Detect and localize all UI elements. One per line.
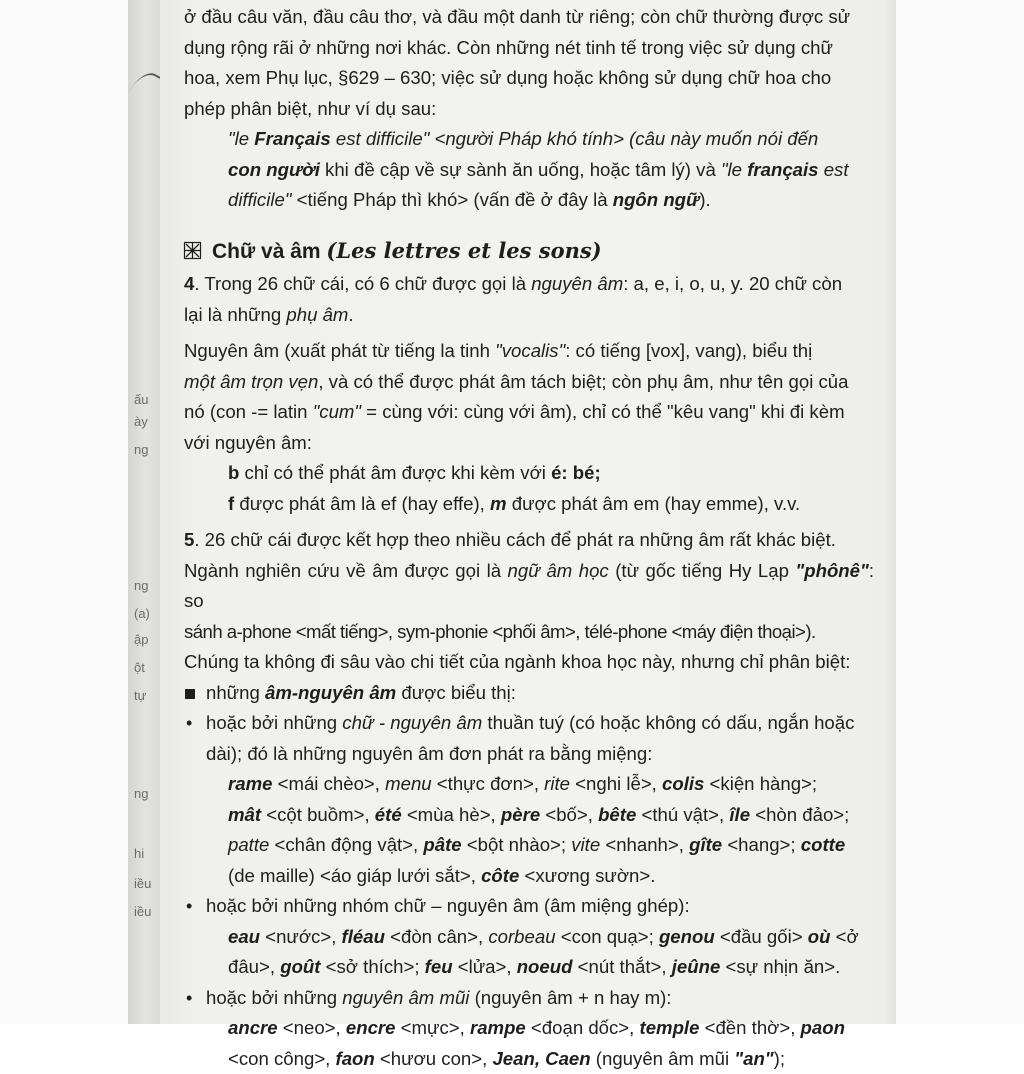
italic-term: "phônê" (795, 559, 869, 581)
text: , và có thể được phát âm tách biệt; còn phụ âm, như tên gọi của (318, 370, 849, 392)
text: Nguyên âm (xuất phát từ tiếng la tinh (184, 340, 496, 361)
french-word: ancre (228, 1017, 278, 1038)
text: (từ gốc tiếng Hy Lạp (608, 559, 796, 581)
example-text: "le (228, 128, 255, 149)
text: với nguyên âm: (184, 431, 312, 453)
example-text: ). (699, 189, 711, 210)
dot-bullet-item (184, 983, 874, 1014)
italic-term: nguyên âm (531, 273, 624, 294)
text: <mái chèo>, (272, 773, 386, 794)
dot-bullet-icon: • (186, 713, 193, 733)
text: : có tiếng [vox], vang), biểu thị (565, 340, 813, 361)
french-word: jeûne (671, 956, 721, 977)
french-word: rampe (469, 1017, 526, 1038)
section-number: 5 (184, 529, 195, 550)
text: <nước>, (260, 925, 342, 947)
example-keyword: français (747, 158, 819, 180)
french-word: menu (385, 773, 432, 794)
text: nó (con -= latin (184, 401, 313, 422)
text: (de maille) <áo giáp lưới sắt>, (228, 864, 482, 886)
french-word: rame (228, 773, 273, 794)
french-word: vite (571, 834, 601, 855)
text: <kiện hàng>; (704, 773, 818, 794)
text-line: ở đầu câu văn, đầu câu thơ, và đầu một danh từ riêng; còn chữ thường được sử (184, 6, 851, 27)
text: những (206, 681, 265, 703)
text: . 26 chữ cái được kết hợp theo nhiều cách để phát ra những âm rất khác biệt. (194, 529, 836, 550)
french-word: genou (658, 925, 715, 947)
example-text: khi đề cập về sự sành ăn uống, hoặc tâm lý) và (319, 158, 721, 180)
text: <cột buồm>, (261, 803, 375, 825)
square-bullet-icon (185, 689, 195, 699)
text: chỉ có thể phát âm được khi kèm với (239, 462, 552, 483)
text: sánh a-phone <mất tiếng>, sym-phonie <phối âm>, télé-phone <máy điện thoại>). (184, 620, 816, 642)
french-word: feu (424, 956, 453, 977)
french-word: temple (639, 1017, 700, 1038)
consonant-example-b (184, 458, 874, 489)
square-bullet-item (184, 678, 874, 709)
margin-fragment: (a) (134, 606, 150, 621)
italic-term: "vocalis" (495, 340, 566, 361)
french-word: gîte (689, 834, 723, 855)
french-word: côte (481, 864, 520, 886)
french-word: Jean, Caen (492, 1047, 591, 1069)
consonant-example-f (184, 489, 874, 520)
intro-paragraph (184, 2, 874, 124)
text: <đầu gối> (714, 925, 808, 947)
background-left (0, 0, 128, 1024)
text: <thú vật>, (636, 803, 730, 825)
text: <bố>, (540, 803, 599, 825)
text: : so (184, 559, 874, 611)
text: hoặc bởi những nhóm chữ – nguyên âm (âm miệng ghép): (206, 895, 690, 916)
text: đâu>, (228, 956, 281, 977)
bold-letter: f (228, 492, 235, 514)
french-word: eau (228, 925, 261, 947)
french-word: mât (228, 803, 262, 825)
text: <ở (830, 925, 859, 947)
french-word: pâte (423, 834, 462, 855)
text-line: phép phân biệt, như ví dụ sau: (184, 97, 437, 119)
text: <hươu con>, (374, 1047, 493, 1069)
example-text: est (818, 158, 849, 180)
text: <đoạn dốc>, (525, 1017, 640, 1038)
text: <mùa hè>, (401, 803, 501, 825)
text: <lửa>, (452, 956, 517, 977)
italic-term: phụ âm (286, 303, 349, 325)
text: lại là những (184, 303, 287, 325)
book-page (160, 0, 896, 1069)
text: <hang>; (722, 834, 801, 855)
french-word: "an" (734, 1047, 774, 1069)
italic-term: chữ - nguyên âm (342, 712, 483, 733)
section-5 (184, 525, 874, 678)
french-word: goût (280, 956, 321, 977)
text: <hòn đảo>; (750, 803, 850, 825)
section-number: 4 (184, 273, 195, 294)
text: <mực>, (395, 1017, 470, 1038)
example-text: est difficile" <người Pháp khó tính> (câu này muốn nói đến (330, 128, 819, 149)
margin-fragment: ng (134, 442, 149, 457)
french-word: bête (598, 803, 637, 825)
example-keyword: ngôn ngữ (612, 189, 700, 210)
example-keyword: Français (254, 128, 331, 149)
text: <sự nhịn ăn>. (720, 956, 841, 977)
margin-fragment: hi (134, 846, 145, 861)
french-word: patte (228, 834, 270, 855)
section-heading (184, 236, 874, 268)
italic-term: âm-nguyên âm (264, 681, 397, 703)
nasal-vowel-examples (184, 1013, 874, 1074)
example-text: <tiếng Pháp thì khó> (vấn đề ở đây là (291, 189, 613, 210)
text: thuần tuý (có hoặc không có dấu, ngắn hoặc (482, 712, 855, 733)
text: được phát âm em (hay emme), v.v. (506, 492, 801, 514)
example-paragraph (184, 124, 874, 216)
text: <chân động vật>, (269, 834, 424, 855)
french-word: père (500, 803, 541, 825)
example-text: "le (720, 158, 748, 180)
dot-bullet-icon: • (186, 896, 193, 916)
margin-fragment: iều (134, 904, 152, 919)
french-word: colis (662, 773, 705, 794)
heading-french: (Les lettres et les sons) (326, 237, 602, 263)
bold-letter: m (490, 492, 507, 514)
french-word: où (807, 925, 831, 947)
text: <xương sườn>. (519, 864, 656, 886)
french-word: paon (800, 1017, 845, 1038)
french-word: rite (544, 773, 570, 794)
background-right (896, 0, 1024, 1024)
text: <sở thích>; (320, 956, 425, 977)
page-content (184, 2, 874, 1074)
italic-term: một âm trọn vẹn (184, 370, 319, 392)
text: Chúng ta không đi sâu vào chi tiết của ngành khoa học này, nhưng chỉ phân biệt: (184, 651, 851, 672)
example-keyword: con người (228, 158, 320, 180)
example-text: difficile" (228, 189, 292, 210)
bold-letter: b (228, 462, 240, 483)
margin-fragment: iều (134, 876, 152, 891)
text: <đền thờ>, (699, 1017, 801, 1038)
text: <con quạ>; (555, 925, 659, 947)
text: . (348, 303, 354, 325)
text: Ngành nghiên cứu về âm được gọi là (184, 559, 508, 581)
margin-fragment: ập (134, 632, 149, 647)
text-line: dụng rộng rãi ở những nơi khác. Còn những nét tinh tế trong việc sử dụng chữ (184, 36, 833, 58)
text: : a, e, i, o, u, y. 20 chữ còn (623, 273, 843, 294)
oral-vowel-examples (184, 769, 874, 891)
text: được biểu thị: (396, 681, 516, 703)
text: dài); đó là những nguyên âm đơn phát ra bằng miệng: (206, 742, 653, 764)
french-word: encre (345, 1017, 396, 1038)
text: = cùng với: cùng với âm), chỉ có thể "kêu vang" khi đi kèm (361, 401, 845, 422)
text: hoặc bởi những (206, 986, 343, 1008)
margin-fragment: ấu (134, 392, 149, 407)
section-4 (184, 269, 874, 330)
text: hoặc bởi những (206, 712, 343, 733)
text: <con công>, (228, 1047, 336, 1069)
text: . Trong 26 chữ cái, có 6 chữ được gọi là (194, 273, 532, 294)
margin-fragment: ng (134, 578, 149, 593)
text: (nguyên âm + n hay m): (469, 986, 672, 1008)
text: <nhanh>, (600, 834, 690, 855)
text: ); (773, 1047, 785, 1069)
french-word: cotte (800, 834, 846, 855)
text: (nguyên âm mũi (590, 1047, 735, 1069)
text: <đòn cân>, (384, 925, 489, 947)
bold-letter: é: bé; (551, 462, 601, 483)
italic-term: ngữ âm học (507, 559, 609, 581)
section-ornament-icon (184, 242, 201, 259)
text: <nghi lễ>, (570, 773, 663, 794)
dot-bullet-icon: • (186, 987, 193, 1008)
text: <neo>, (277, 1017, 346, 1038)
dot-bullet-item (184, 891, 874, 922)
text: <bột nhào>; (461, 834, 572, 855)
compound-vowel-examples (184, 922, 874, 983)
dot-bullet-item (184, 708, 874, 769)
margin-fragment: ày (134, 414, 148, 429)
margin-fragment: tự (134, 688, 147, 703)
french-word: fléau (341, 925, 385, 947)
margin-fragment: ột (134, 660, 145, 675)
french-word: île (729, 803, 751, 825)
section-4-paragraph-2 (184, 336, 874, 458)
french-word: été (374, 803, 402, 825)
text-line: hoa, xem Phụ lục, §629 – 630; việc sử dụng hoặc không sử dụng chữ hoa cho (184, 67, 832, 88)
margin-fragment: ng (134, 786, 149, 801)
italic-term: nguyên âm mũi (342, 986, 470, 1008)
french-word: noeud (516, 956, 573, 977)
text: <thực đơn>, (431, 773, 545, 794)
heading-text: Chữ và âm (212, 239, 327, 263)
previous-page-edge (128, 0, 160, 1024)
french-word: corbeau (488, 925, 556, 947)
text: được phát âm là ef (hay effe), (234, 492, 491, 514)
italic-term: "cum" (312, 401, 362, 422)
french-word: faon (335, 1047, 375, 1069)
text: <nút thắt>, (572, 956, 672, 977)
